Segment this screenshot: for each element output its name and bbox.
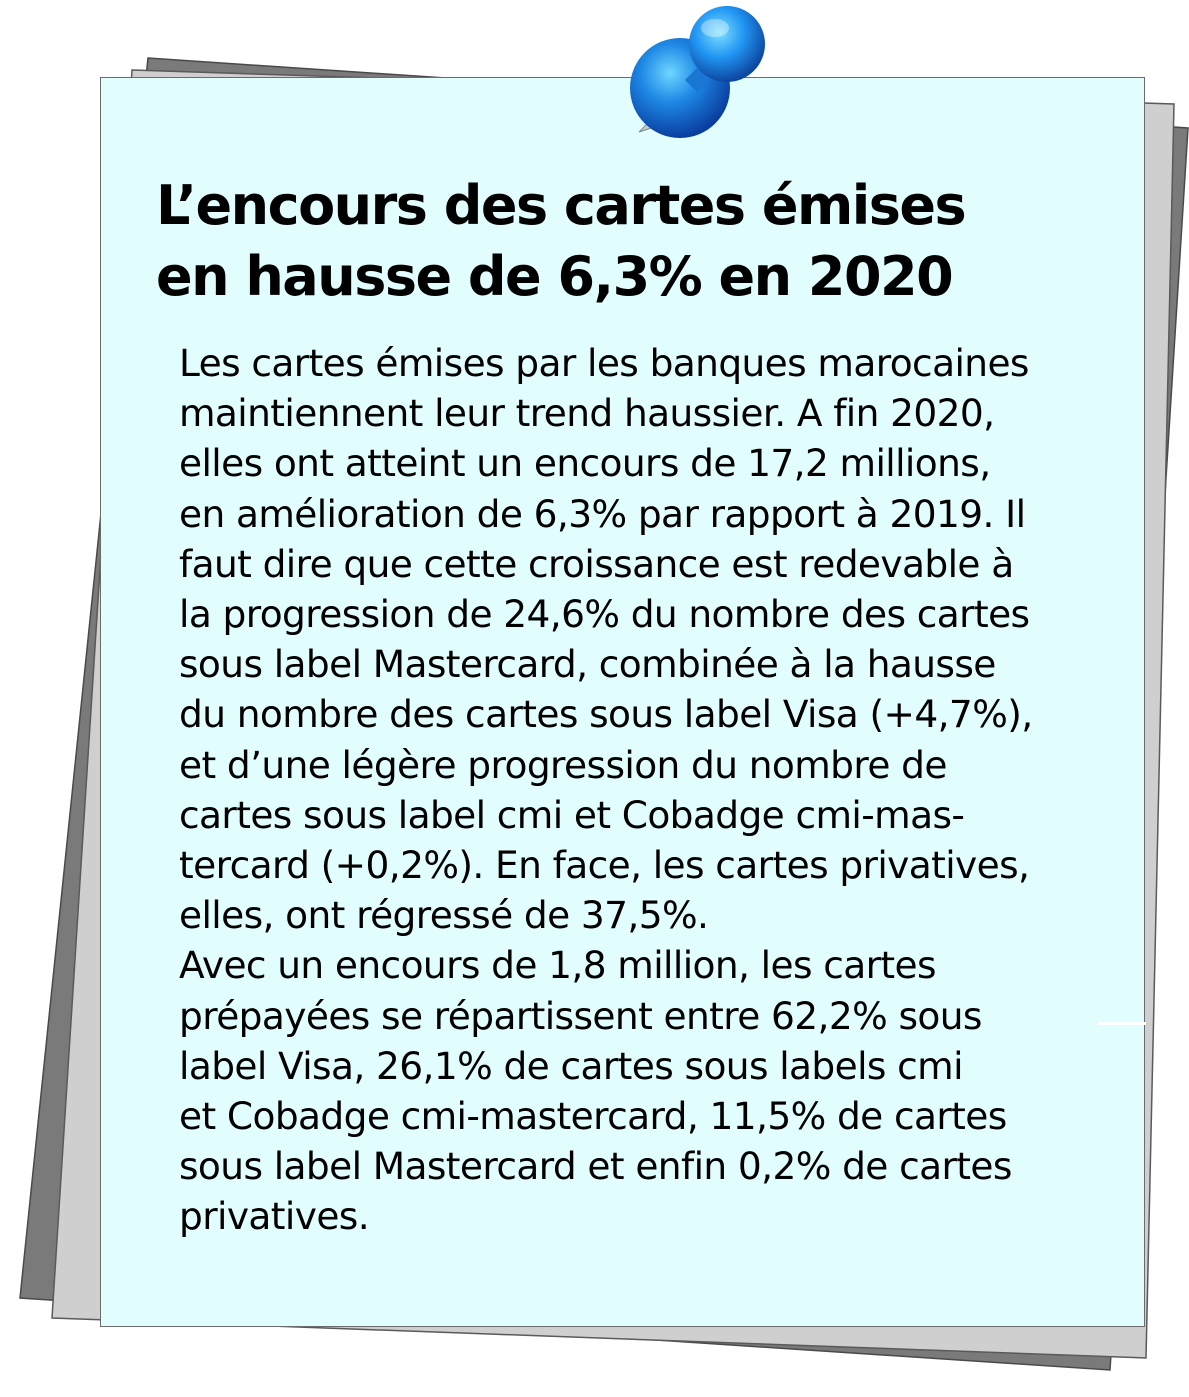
title-line: en hausse de 6,3% en 2020 <box>156 245 953 308</box>
body-line: elles, ont régressé de 37,5%. <box>179 893 709 938</box>
body-line: tercard (+0,2%). En face, les cartes privatives, <box>179 843 1030 888</box>
pushpin-icon <box>625 0 775 145</box>
body-line: sous label Mastercard et enfin 0,2% de cartes <box>179 1144 1012 1189</box>
body-line: faut dire que cette croissance est redevable à <box>179 541 1014 586</box>
note-body <box>179 338 1119 1242</box>
body-line: en amélioration de 6,3% par rapport à 2019. Il <box>179 491 1026 536</box>
body-line: prépayées se répartissent entre 62,2% sous <box>179 993 982 1038</box>
body-line: et d’une légère progression du nombre de <box>179 742 947 787</box>
body-line: et Cobadge cmi-mastercard, 11,5% de cartes <box>179 1094 1007 1139</box>
sticky-note <box>100 77 1145 1327</box>
note-title <box>156 170 965 312</box>
body-line: Les cartes émises par les banques marocaines <box>179 341 1029 385</box>
body-line: la progression de 24,6% du nombre des cartes <box>179 592 1030 637</box>
edge-highlight <box>1098 1022 1146 1025</box>
body-line: Avec un encours de 1,8 million, les cartes <box>179 943 936 988</box>
body-line: label Visa, 26,1% de cartes sous labels cmi <box>179 1043 963 1088</box>
body-line: privatives. <box>179 1194 370 1239</box>
title-line: L’encours des cartes émises <box>156 174 966 237</box>
body-line: maintiennent leur trend haussier. A fin 2020, <box>179 391 995 436</box>
body-line: du nombre des cartes sous label Visa (+4,7%), <box>179 692 1033 737</box>
body-line: cartes sous label cmi et Cobadge cmi-mas- <box>179 792 965 837</box>
body-line: elles ont atteint un encours de 17,2 millions, <box>179 441 991 486</box>
pin-highlight <box>701 19 729 37</box>
pin-cap <box>689 6 765 82</box>
body-line: sous label Mastercard, combinée à la hausse <box>179 642 996 687</box>
